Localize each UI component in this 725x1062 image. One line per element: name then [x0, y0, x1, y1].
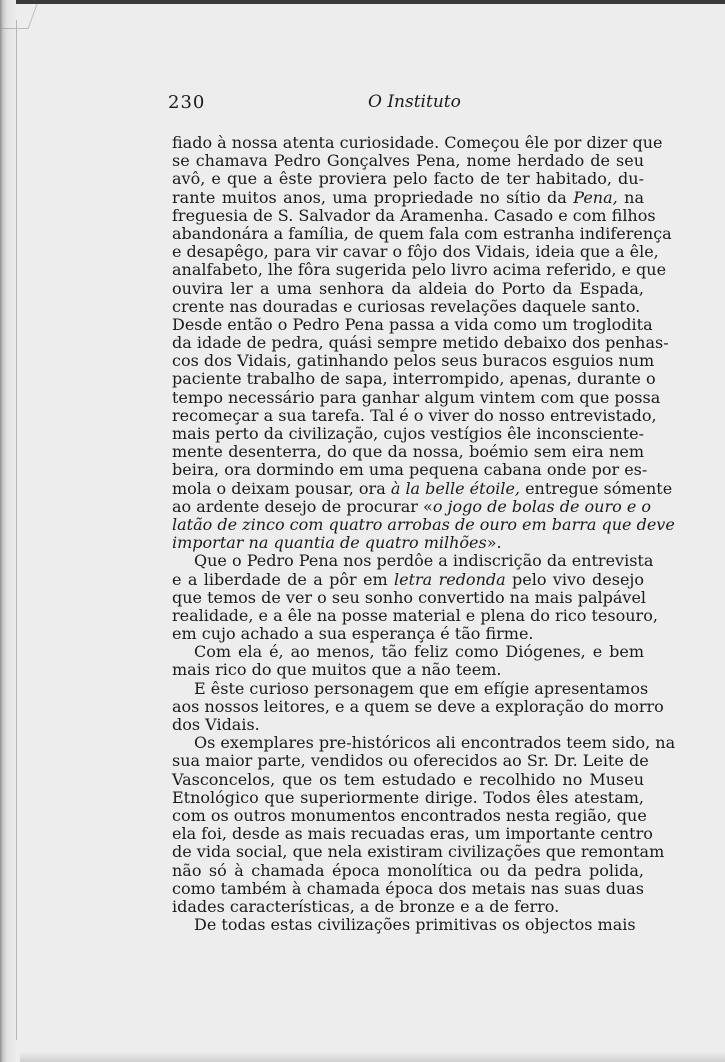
text-segment: mola o deixam pousar, ora [172, 478, 391, 498]
text-segment: paciente trabalho de sapa, interrompido, apenas, durante o [172, 369, 656, 389]
text-segment: de vida social, que nela existiram civilizações que remontam [172, 842, 665, 862]
text-segment: avô, e que a êste proviera pelo facto de ter habitado, du- [172, 169, 644, 189]
text-line [172, 223, 672, 243]
text-segment: e a liberdade de a pôr em [172, 569, 395, 589]
text-line [172, 460, 648, 480]
text-line [172, 133, 663, 152]
body-text [172, 133, 676, 935]
text-segment: ». [486, 533, 502, 553]
running-header [168, 92, 658, 118]
text-line [172, 696, 664, 716]
text-line [172, 280, 644, 298]
text-line [172, 425, 644, 443]
text-line [172, 678, 649, 698]
text-segment: se chamava Pedro Gonçalves Pena, nome herdado de seu [172, 151, 644, 171]
text-line [172, 314, 653, 334]
text-line [172, 587, 647, 607]
text-segment: freguesia de S. Salvador da Aramenha. Casado e com filhos [172, 205, 656, 225]
text-segment: fiado à nossa atenta curiosidade. Começou êle por dizer que [172, 133, 663, 152]
italic-text: importar na quantia de quatro milhões [172, 533, 487, 553]
text-line [172, 405, 657, 425]
text-line [172, 478, 673, 498]
text-segment: sua maior parte, vendidos ou oferecidos ao Sr. Dr. Leite de [172, 751, 649, 771]
italic-text: latão de zinco com quatro arrobas de ouro em barra que deve [172, 514, 675, 534]
text-line [172, 496, 651, 516]
text-segment: tempo necessário para ganhar algum vintem com que possa [172, 387, 661, 407]
italic-text: à la belle étoile, [390, 478, 520, 498]
text-segment: E êste curioso personagem que em efígie apresentamos [194, 678, 649, 698]
text-line [172, 298, 644, 316]
text-segment: não só à chamada época monolítica ou da pedra polida, [172, 860, 644, 880]
text-segment: recomeçar a sua tarefa. Tal é o viver do nosso entrevistado, [172, 405, 657, 425]
text-line [172, 152, 644, 170]
text-line [172, 351, 655, 371]
text-line [172, 716, 644, 734]
page-corner-fold [0, 4, 38, 29]
text-segment: que temos de ver o seu sonho convertido na mais palpável [172, 587, 647, 607]
text-segment: Etnológico que superiormente dirige. Todos êles atestam, [172, 787, 644, 807]
italic-text: o jogo de bolas de ouro e o [432, 496, 651, 516]
text-segment: realidade, e a êle na posse material e plena do rico tesouro, [172, 605, 658, 625]
text-line [172, 242, 659, 262]
text-segment: Desde então o Pedro Pena passa a vida como um troglodita [172, 314, 653, 334]
text-line [172, 898, 644, 916]
text-line [172, 189, 644, 207]
text-segment: Vasconcelos, que os tem estudado e recolhido no Museu [172, 769, 644, 789]
text-segment: com os outros monumentos encontrados nesta região, que [172, 805, 647, 825]
text-line [172, 880, 644, 898]
text-line [172, 842, 665, 862]
text-line [172, 551, 654, 571]
text-segment: pelo vivo desejo [505, 569, 645, 589]
text-line [172, 571, 644, 589]
text-line [172, 443, 644, 461]
text-segment: ela foi, desde as mais recuadas eras, um importante centro [172, 824, 653, 844]
text-segment: e desapêgo, para vir cavar o fôjo dos Vidais, ideia que a êle, [172, 242, 659, 262]
text-segment: Que o Pedro Pena nos perdôe a indiscrição da entrevista [194, 551, 654, 571]
text-line [172, 387, 661, 407]
italic-text: Pena, [573, 187, 618, 207]
text-segment: mais perto da civilização, cujos vestígios êle inconsciente- [172, 424, 644, 443]
text-line [172, 170, 644, 188]
text-segment: aos nossos leitores, e a quem se deve a exploração do morro [172, 696, 664, 716]
text-segment: abandonára a família, de quem fala com estranha indiferença [172, 223, 672, 243]
text-segment: De todas estas civilizações primitivas os objectos mais [194, 915, 636, 935]
text-line [172, 661, 644, 679]
text-line [172, 205, 656, 225]
text-segment: beira, ora dormindo em uma pequena cabana onde por es- [172, 460, 648, 480]
text-line [172, 771, 644, 789]
text-segment: em cujo achado a sua esperança é tão firme. [172, 624, 534, 644]
page-bottom-edge [20, 1052, 725, 1062]
text-line [172, 789, 644, 807]
text-line [172, 916, 644, 934]
page-top-edge [0, 0, 725, 4]
text-segment: Com ela é, ao menos, tão feliz como Diógenes, e bem [194, 642, 644, 662]
text-line [172, 369, 656, 389]
running-title: O Instituto [368, 92, 461, 112]
text-line [172, 751, 649, 771]
text-line [172, 733, 676, 753]
text-line [172, 862, 644, 880]
text-line [172, 260, 667, 280]
text-line [172, 643, 644, 661]
text-segment: dos Vidais. [172, 715, 260, 734]
italic-text: letra redonda [394, 569, 506, 589]
text-segment: na [617, 187, 644, 207]
text-segment: mente desenterra, do que da nossa, boémio sem eira nem [172, 442, 644, 462]
text-segment: da idade de pedra, quási sempre metido debaixo dos penhas- [172, 333, 669, 353]
text-line [172, 534, 644, 552]
text-line [172, 605, 658, 625]
text-line [172, 625, 644, 643]
text-segment: idades características, a de bronze e a de ferro. [172, 896, 560, 916]
text-segment: ouvira ler a uma senhora da aldeia do Porto da Espada, [172, 278, 644, 298]
text-segment: como também à chamada época dos metais nas suas duas [172, 878, 644, 898]
page-binding-edge [0, 0, 16, 1062]
page-number: 230 [168, 92, 206, 113]
text-segment: ao ardente desejo de procurar « [172, 496, 433, 516]
text-line [172, 824, 653, 844]
text-segment: analfabeto, lhe fôra sugerida pelo livro acima referido, e que [172, 260, 667, 280]
text-segment: mais rico do que muitos que a não teem. [172, 660, 502, 680]
text-line [172, 333, 669, 353]
gutter-line [16, 20, 17, 1040]
text-line [172, 514, 675, 534]
text-segment: entregue sómente [520, 478, 673, 498]
text-segment: crente nas douradas e curiosas revelações daquele santo. [172, 296, 641, 316]
text-segment: Os exemplares pre-históricos ali encontrados teem sido, na [194, 733, 676, 753]
text-line [172, 805, 647, 825]
text-segment: rante muitos anos, uma propriedade no sítio da [172, 187, 574, 207]
text-segment: cos dos Vidais, gatinhando pelos seus buracos esguios num [172, 351, 655, 371]
